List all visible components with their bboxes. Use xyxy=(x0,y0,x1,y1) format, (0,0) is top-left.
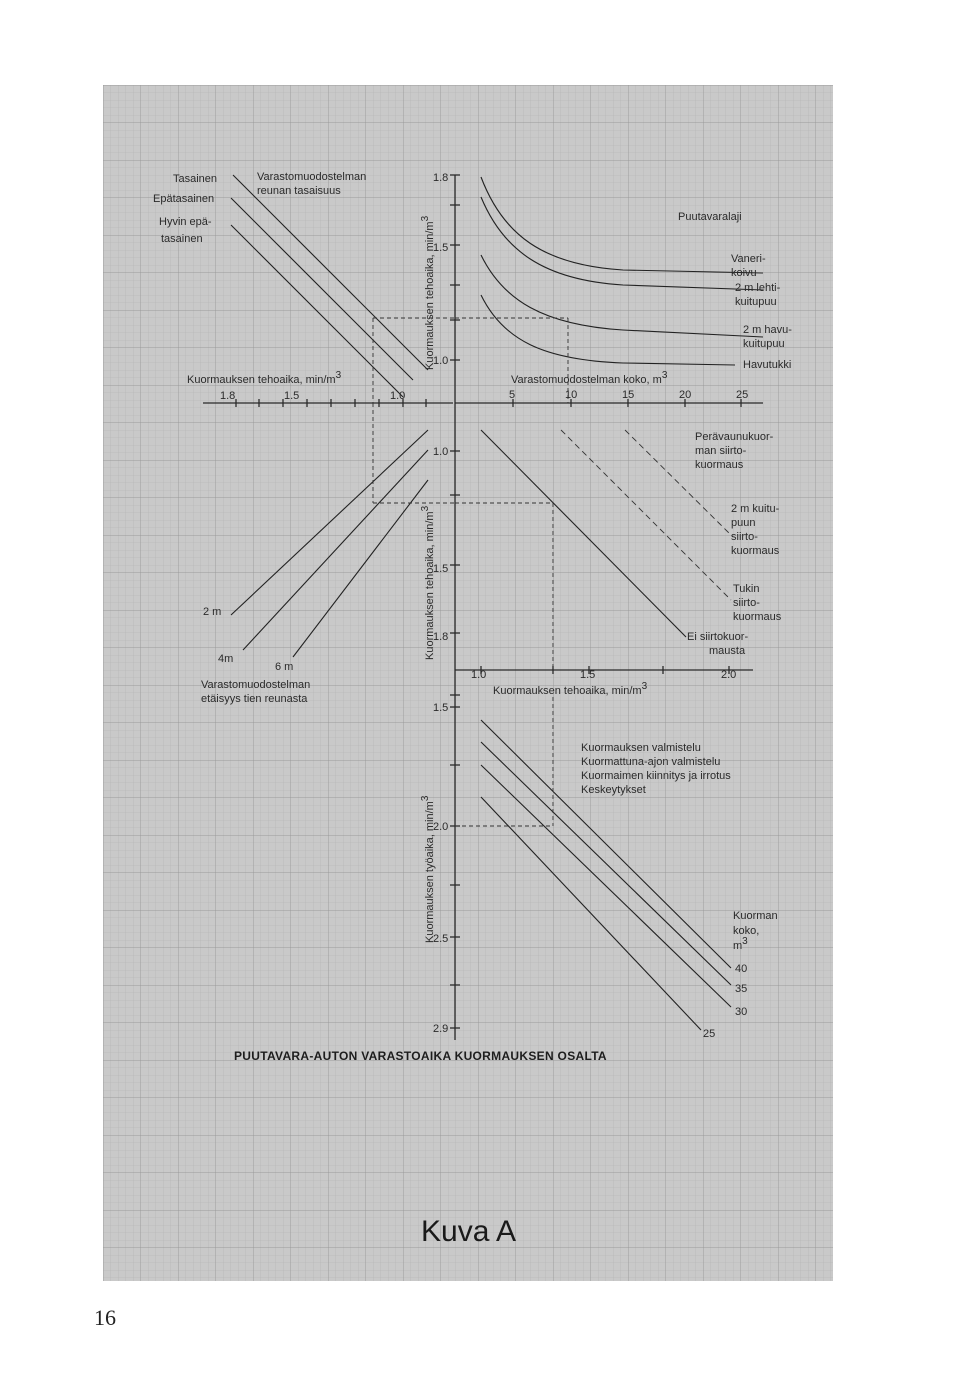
label-kuormaus-1: kuormaus xyxy=(695,459,744,471)
label-puun: puun xyxy=(731,517,756,529)
middle-axis-tick-1-8: 1.8 xyxy=(433,631,449,643)
distance-caption-2: etäisyys tien reunasta xyxy=(201,693,308,705)
middle-right-axis-title: Kuormauksen tehoaika, min/m3 xyxy=(493,681,648,697)
top-right-tick-10: 10 xyxy=(565,389,578,401)
size-title-3: m3 xyxy=(733,936,748,952)
distance-caption-1: Varastomuodostelman xyxy=(201,679,311,691)
size-title-1: Kuorman xyxy=(733,910,778,922)
top-left-tick-1-8: 1.8 xyxy=(220,390,236,402)
size-25: 25 xyxy=(703,1028,716,1040)
note-keskeytykset: Keskeytykset xyxy=(581,784,646,796)
label-peravaunukuor: Perävaunukuor- xyxy=(695,431,774,443)
bottom-axis-tick-2-9: 2.9 xyxy=(433,1023,449,1035)
middle-axis-tick-1-5: 1.5 xyxy=(433,563,449,575)
figure-caption: Kuva A xyxy=(421,1215,517,1248)
label-mausta: mausta xyxy=(709,645,746,657)
species-vaneri: Vaneri- xyxy=(731,253,766,265)
distance-2m: 2 m xyxy=(203,606,222,618)
size-35: 35 xyxy=(735,983,748,995)
species-havutukki: Havutukki xyxy=(743,359,792,371)
figure-title: PUUTAVARA-AUTON VARASTOAIKA KUORMAUKSEN OSALTA xyxy=(234,1049,607,1063)
middle-right-tick-1-0: 1.0 xyxy=(471,669,487,681)
upper-axis-tick-1-0: 1.0 xyxy=(433,355,449,367)
species-kuitupuu-1: kuitupuu xyxy=(735,296,777,308)
bottom-axis-tick-2-5: 2.5 xyxy=(433,933,449,945)
middle-right-tick-1-5: 1.5 xyxy=(580,669,596,681)
label-kuormaus-3: kuormaus xyxy=(733,611,782,623)
label-2m-kuitu: 2 m kuitu- xyxy=(731,503,780,515)
middle-axis-tick-1-0: 1.0 xyxy=(433,446,449,458)
note-kiinnitys: Kuormaimen kiinnitys ja irrotus xyxy=(581,770,731,782)
middle-right-tick-2-0: 2.0 xyxy=(721,669,737,681)
label-ei-siirtokuor: Ei siirtokuor- xyxy=(687,631,749,643)
graph-paper-sheet xyxy=(103,85,833,1281)
upper-axis-tick-1-5: 1.5 xyxy=(433,242,449,254)
label-siirto-1: siirto- xyxy=(731,531,758,543)
species-2m-lehti: 2 m lehti- xyxy=(735,282,781,294)
loading-time-nomogram xyxy=(103,85,833,1281)
size-title-2: koko, xyxy=(733,925,760,937)
label-epatasainen: Epätasainen xyxy=(153,193,215,205)
top-right-tick-5: 5 xyxy=(509,389,516,401)
distance-4m: 4m xyxy=(218,653,234,665)
species-koivu: koivu xyxy=(731,267,757,279)
upper-axis-tick-1-8: 1.8 xyxy=(433,172,449,184)
label-tasainen-2: tasainen xyxy=(161,233,203,245)
top-right-tick-25: 25 xyxy=(736,389,749,401)
top-left-axis-title: Kuormauksen tehoaika, min/m3 xyxy=(187,370,342,386)
bottom-axis-tick-1-5: 1.5 xyxy=(433,702,449,714)
distance-6m: 6 m xyxy=(275,661,294,673)
label-kuormaus-2: kuormaus xyxy=(731,545,780,557)
top-left-tick-1-0: 1.0 xyxy=(390,390,406,402)
size-40: 40 xyxy=(735,963,748,975)
bottom-axis-title: Kuormauksen työaika, min/m3 xyxy=(420,795,436,943)
upper-axis-title: Kuormauksen tehoaika, min/m3 xyxy=(420,215,436,370)
bottom-axis-tick-2-0: 2.0 xyxy=(433,821,449,833)
species-kuitupuu-2: kuitupuu xyxy=(743,338,785,350)
top-right-tick-15: 15 xyxy=(622,389,635,401)
species-legend-title: Puutavaralaji xyxy=(678,211,742,223)
edge-header-1: Varastomuodostelman xyxy=(257,171,367,183)
label-siirto-2: siirto- xyxy=(733,597,760,609)
page-number: 16 xyxy=(94,1305,116,1330)
top-left-tick-1-5: 1.5 xyxy=(284,390,300,402)
label-man-siirto: man siirto- xyxy=(695,445,747,457)
label-tukin: Tukin xyxy=(733,583,760,595)
top-right-tick-20: 20 xyxy=(679,389,692,401)
middle-axis-title: Kuormauksen tehoaika, min/m3 xyxy=(420,505,436,660)
size-30: 30 xyxy=(735,1006,748,1018)
top-right-axis-title: Varastomuodostelman koko, m3 xyxy=(511,370,668,386)
note-kuormattuna: Kuormattuna-ajon valmistelu xyxy=(581,756,721,768)
note-valmistelu: Kuormauksen valmistelu xyxy=(581,742,701,754)
label-tasainen: Tasainen xyxy=(173,173,218,185)
edge-header-2: reunan tasaisuus xyxy=(257,185,341,197)
species-2m-havu: 2 m havu- xyxy=(743,324,792,336)
label-hyvin-epa: Hyvin epä- xyxy=(159,216,212,228)
